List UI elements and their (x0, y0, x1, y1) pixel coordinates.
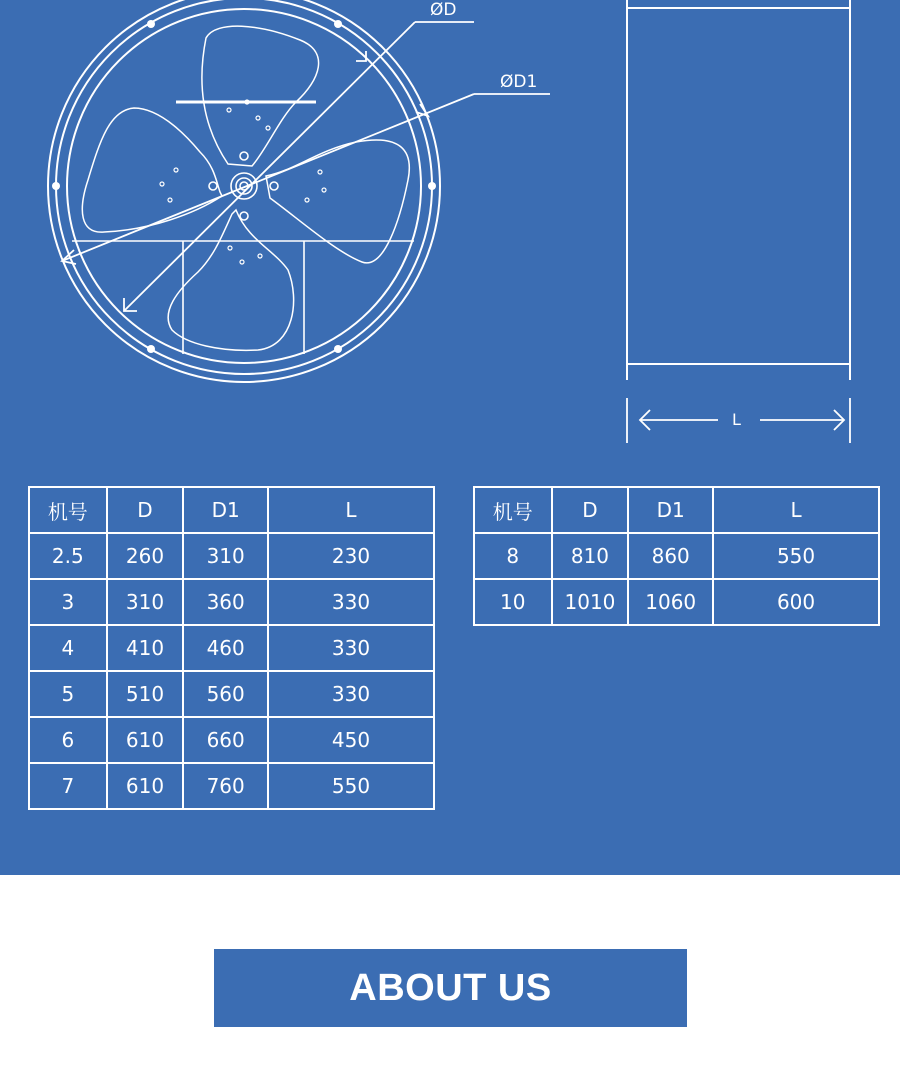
cell-d1: 1060 (628, 579, 713, 625)
col-header-d1: D1 (183, 487, 268, 533)
diameter-d1-label: ØD1 (500, 72, 538, 92)
table-row (29, 533, 434, 579)
table-header-row (474, 487, 879, 533)
cell-d1: 310 (183, 533, 268, 579)
table-row (29, 671, 434, 717)
cell-model: 6 (29, 717, 107, 763)
cell-l: 230 (268, 533, 434, 579)
table-row (29, 717, 434, 763)
table-row (29, 625, 434, 671)
cell-model: 2.5 (29, 533, 107, 579)
cell-d: 610 (107, 763, 184, 809)
cell-d1: 560 (183, 671, 268, 717)
col-header-d: D (552, 487, 629, 533)
diameter-d1-line (62, 94, 474, 261)
inner-ring (67, 9, 421, 363)
cell-model: 10 (474, 579, 552, 625)
table-row (29, 579, 434, 625)
col-header-model: 机号 (474, 487, 552, 533)
cell-l: 330 (268, 625, 434, 671)
dimension-lines (62, 22, 550, 311)
cell-model: 3 (29, 579, 107, 625)
cell-l: 330 (268, 671, 434, 717)
cell-l: 330 (268, 579, 434, 625)
diameter-d-line (124, 22, 415, 311)
cell-d: 410 (107, 625, 184, 671)
fan-front-view (48, 0, 550, 382)
about-us-button[interactable]: ABOUT US (214, 949, 687, 1027)
fan-blades (82, 26, 409, 350)
cell-l: 600 (713, 579, 879, 625)
cell-d: 310 (107, 579, 184, 625)
spec-table-left (28, 486, 435, 810)
cell-d1: 360 (183, 579, 268, 625)
cell-d1: 460 (183, 625, 268, 671)
cell-d: 260 (107, 533, 184, 579)
cell-l: 550 (268, 763, 434, 809)
table-row (474, 579, 879, 625)
table-row (29, 763, 434, 809)
cell-d: 510 (107, 671, 184, 717)
col-header-d: D (107, 487, 184, 533)
col-header-d1: D1 (628, 487, 713, 533)
cell-d: 1010 (552, 579, 629, 625)
cell-d1: 660 (183, 717, 268, 763)
diameter-d-label: ØD (430, 0, 457, 20)
col-header-l: L (268, 487, 434, 533)
cell-l: 550 (713, 533, 879, 579)
length-label: L (732, 410, 741, 429)
table-row (474, 533, 879, 579)
table-header-row (29, 487, 434, 533)
col-header-model: 机号 (29, 487, 107, 533)
cell-model: 8 (474, 533, 552, 579)
cell-d1: 760 (183, 763, 268, 809)
fan-drawing (0, 0, 900, 470)
fan-side-view (627, 0, 850, 443)
cell-d: 810 (552, 533, 629, 579)
col-header-l: L (713, 487, 879, 533)
cell-model: 4 (29, 625, 107, 671)
cell-l: 450 (268, 717, 434, 763)
cell-d1: 860 (628, 533, 713, 579)
cell-model: 7 (29, 763, 107, 809)
cell-d: 610 (107, 717, 184, 763)
spec-table-right (473, 486, 880, 626)
cell-model: 5 (29, 671, 107, 717)
